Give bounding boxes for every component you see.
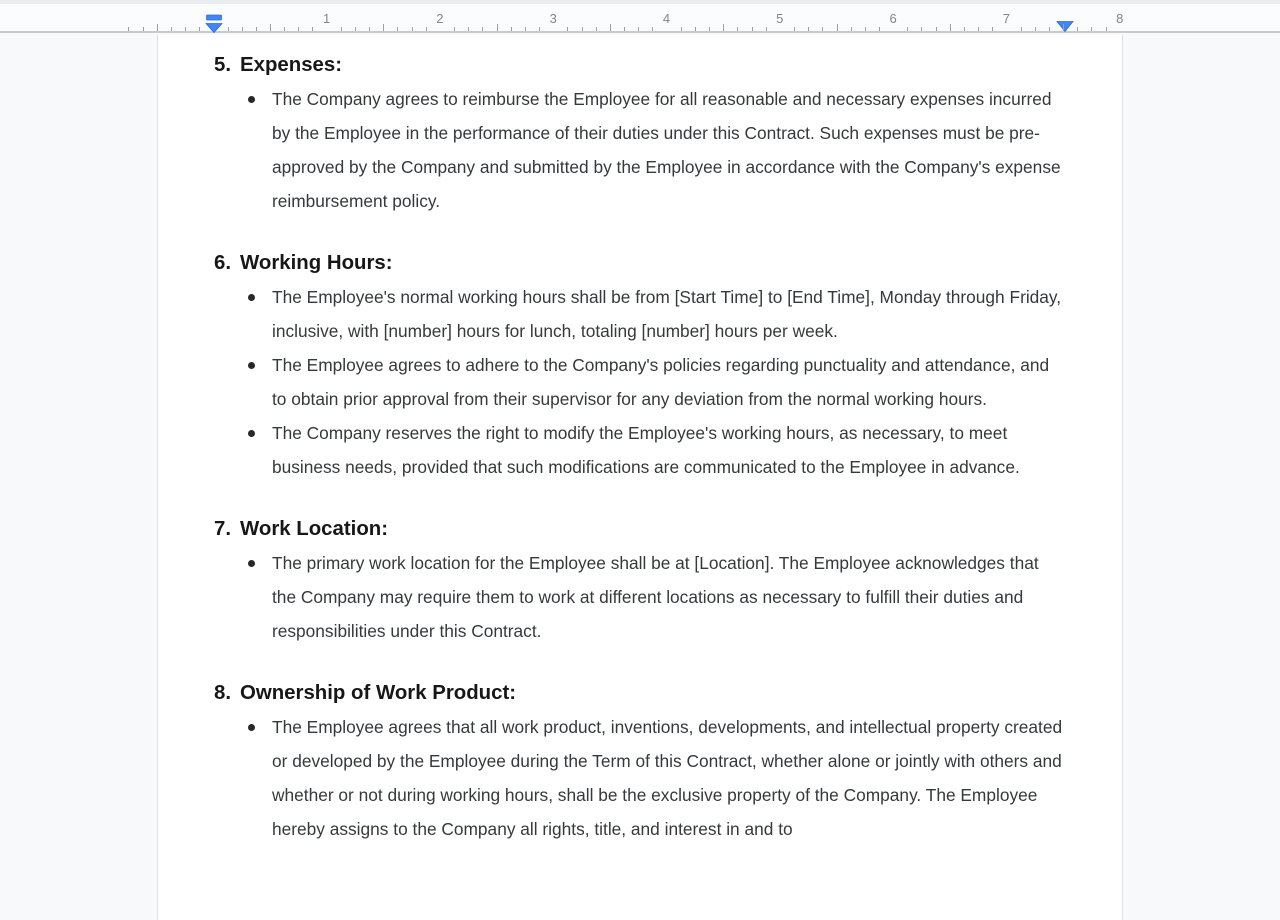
ruler-number: 2 — [436, 11, 444, 26]
left-indent-marker[interactable] — [205, 14, 223, 34]
section-bullet-list — [214, 546, 1065, 648]
section-number: 5. — [214, 54, 232, 76]
ruler-tick — [454, 27, 455, 31]
contract-section-8 — [214, 676, 1065, 846]
ruler-tick — [284, 27, 285, 31]
ruler-tick — [270, 24, 271, 31]
ruler-tick — [978, 27, 979, 31]
ruler-number: 4 — [662, 11, 671, 26]
ruler-number: 8 — [1116, 11, 1124, 26]
ruler-tick — [185, 27, 186, 31]
ruler-tick — [143, 27, 144, 31]
contract-section-7 — [214, 512, 1065, 648]
ruler-tick — [511, 27, 512, 31]
left-indent-triangle — [206, 24, 222, 33]
ruler-tick — [397, 27, 398, 31]
ruler-tick — [992, 27, 993, 31]
section-heading — [214, 512, 1065, 546]
ruler-tick — [737, 27, 738, 31]
section-number: 6. — [214, 252, 232, 274]
ruler-tick — [1021, 27, 1022, 31]
ruler-tick — [950, 24, 951, 31]
ruler-tick — [610, 24, 611, 31]
ruler-tick — [539, 27, 540, 31]
ruler-tick — [199, 27, 200, 31]
document-page[interactable] — [157, 35, 1123, 920]
section-number: 8. — [214, 682, 232, 704]
section-heading — [214, 676, 1065, 710]
ruler-number: 5 — [776, 11, 784, 26]
ruler-tick — [128, 27, 129, 31]
ruler-tick — [497, 24, 498, 31]
ruler-tick — [695, 27, 696, 31]
ruler-tick — [596, 27, 597, 31]
section-heading — [214, 48, 1065, 82]
contract-section-5 — [214, 48, 1065, 218]
ruler-number: 7 — [1002, 11, 1011, 26]
document-canvas — [0, 35, 1280, 920]
contract-section-6 — [214, 246, 1065, 484]
ruler-tick — [482, 27, 483, 31]
section-heading — [214, 246, 1065, 280]
ruler-tick — [355, 27, 356, 31]
ruler-tick — [879, 27, 880, 31]
ruler-number: 6 — [889, 11, 897, 26]
ruler-tick — [412, 27, 413, 31]
ruler-tick — [567, 27, 568, 31]
ruler-tick — [808, 27, 809, 31]
ruler-tick — [794, 27, 795, 31]
section-bullet-list — [214, 710, 1065, 846]
ruler-tick — [865, 27, 866, 31]
ruler-tick — [1035, 27, 1036, 31]
section-number: 7. — [214, 518, 232, 540]
horizontal-ruler[interactable] — [0, 4, 1280, 33]
section-title: Work Location: — [240, 518, 389, 540]
ruler-tick — [907, 27, 908, 31]
ruler-tick — [525, 27, 526, 31]
ruler-tick — [468, 27, 469, 31]
ruler-tick — [1063, 24, 1064, 31]
right-indent-triangle — [1057, 22, 1073, 32]
ruler-tick — [964, 27, 965, 31]
document-body — [158, 35, 1122, 846]
ruler-tick — [298, 27, 299, 31]
bullet-item: The Employee agrees that all work product, inventions, developments, and intellectual property created or developed by the Employee during the Term of this Contract, whether alone or jointly with others and whether or not during working hours, shall be the exclusive property of the Company. The Employee hereby assigns to the Company all rights, title, and interest in and to — [214, 710, 1065, 846]
bullet-item: The Employee agrees to adhere to the Company's policies regarding punctuality and attendance, and to obtain prior approval from their supervisor for any deviation from the normal working hours. — [214, 348, 1065, 416]
ruler-tick — [624, 27, 625, 31]
section-bullet-list — [214, 280, 1065, 484]
bullet-item: The Employee's normal working hours shall be from [Start Time] to [End Time], Monday through Friday, inclusive, with [number] hours for lunch, totaling [number] hours per week. — [214, 280, 1065, 348]
ruler-tick — [851, 27, 852, 31]
ruler-tick — [582, 27, 583, 31]
section-title: Working Hours: — [240, 252, 393, 274]
ruler-number: 3 — [549, 11, 557, 26]
ruler-number: 1 — [322, 11, 331, 26]
ruler-tick — [369, 27, 370, 31]
first-line-indent-bar — [207, 15, 222, 20]
bullet-item: The Company reserves the right to modify the Employee's working hours, as necessary, to meet business needs, provided that such modifications are communicated to the Employee in advance. — [214, 416, 1065, 484]
ruler-tick — [341, 27, 342, 31]
ruler-tick — [709, 27, 710, 31]
bullet-item: The primary work location for the Employee shall be at [Location]. The Employee acknowledges that the Company may require them to work at different locations as necessary to fulfill their duties and responsibilities under this Contract. — [214, 546, 1065, 648]
ruler-tick — [383, 24, 384, 31]
ruler-tick — [837, 24, 838, 31]
ruler-tick — [171, 27, 172, 31]
ruler-tick — [936, 27, 937, 31]
ruler-tick — [228, 27, 229, 31]
ruler-tick — [1049, 27, 1050, 31]
ruler-tick — [256, 27, 257, 31]
ruler-tick — [638, 27, 639, 31]
ruler-tick — [242, 27, 243, 31]
bullet-item: The Company agrees to reimburse the Employee for all reasonable and necessary expenses incurred by the Employee in the performance of their duties under this Contract. Such expenses must be pre-approved by the Company and submitted by the Employee in accordance with the Company's expense reimbursement policy. — [214, 82, 1065, 218]
ruler-tick — [426, 27, 427, 31]
section-title: Ownership of Work Product: — [240, 682, 517, 704]
ruler-tick — [312, 27, 313, 31]
section-bullet-list — [214, 82, 1065, 218]
ruler-tick — [766, 27, 767, 31]
ruler-tick — [822, 27, 823, 31]
ruler-tick — [921, 27, 922, 31]
section-title: Expenses: — [240, 54, 343, 76]
ruler-tick — [1091, 27, 1092, 31]
ruler-tick — [1077, 27, 1078, 31]
ruler-tick — [752, 27, 753, 31]
ruler-tick — [723, 24, 724, 31]
ruler-tick — [681, 27, 682, 31]
ruler-tick — [652, 27, 653, 31]
right-indent-marker[interactable] — [1056, 20, 1074, 34]
ruler-tick — [1106, 27, 1107, 31]
ruler-tick — [157, 24, 158, 31]
